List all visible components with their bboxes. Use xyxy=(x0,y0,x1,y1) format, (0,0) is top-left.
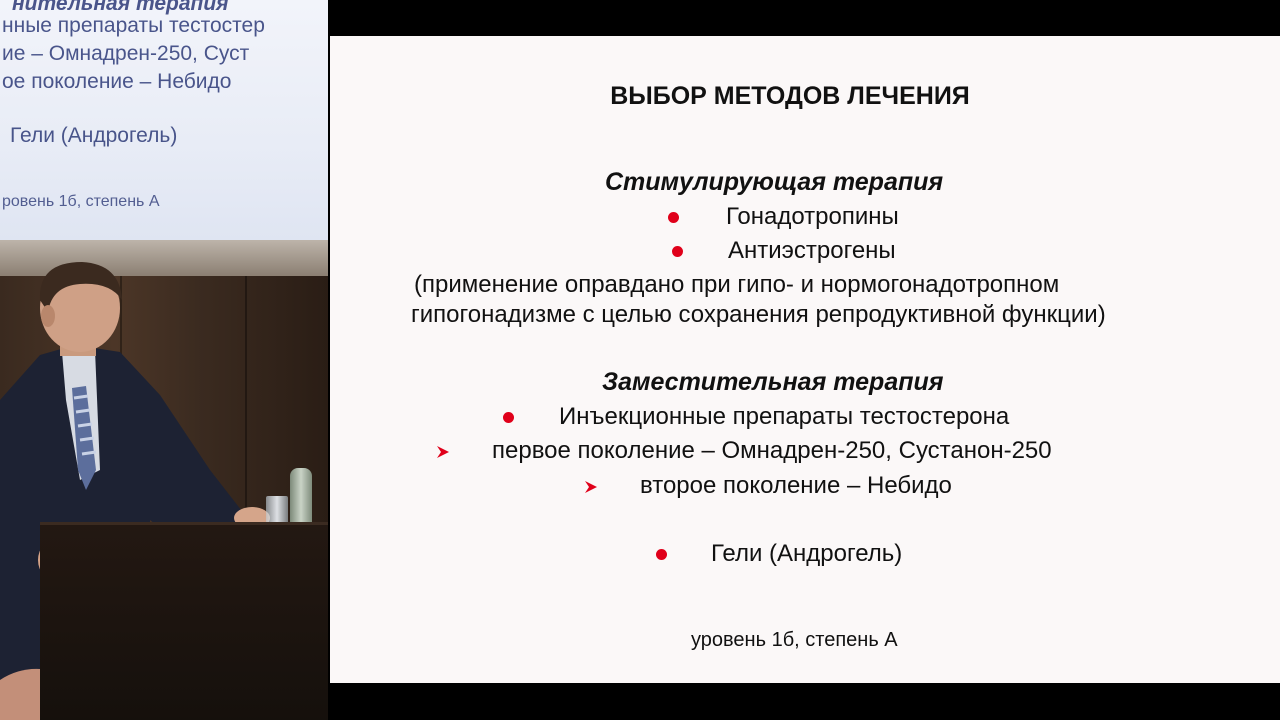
evidence-level: уровень 1б, степень А xyxy=(691,629,898,651)
arrow-bullet-icon xyxy=(584,480,598,494)
slide-title: ВЫБОР МЕТОДОВ ЛЕЧЕНИЯ xyxy=(610,82,970,110)
stimulating-note-line-1: (применение оправдано при гипо- и нормогонадотропном xyxy=(414,271,1060,298)
crop-line-1: нительная терапия xyxy=(12,0,229,15)
crop-line-5: Гели (Андрогель) xyxy=(10,124,178,147)
crop-line-2: нные препараты тестостер xyxy=(2,14,265,37)
crop-line-3: ие – Омнадрен-250, Суст xyxy=(2,42,250,65)
bullet-dot-icon xyxy=(672,246,683,257)
item-gels: Гели (Андрогель) xyxy=(711,540,903,567)
bullet-dot-icon xyxy=(656,549,667,560)
item-gonadotropins: Гонадотропины xyxy=(726,203,899,230)
podium xyxy=(40,522,328,720)
bullet-dot-icon xyxy=(668,212,679,223)
presentation-slide xyxy=(330,36,1280,683)
item-antiestrogens: Антиэстрогены xyxy=(728,237,896,264)
crop-line-4: ое поколение – Небидо xyxy=(2,70,232,93)
stimulating-note-line-2: гипогонадизме с целью сохранения репродуктивной функции) xyxy=(411,301,1106,328)
item-first-generation: первое поколение – Омнадрен-250, Сустанон-250 xyxy=(492,437,1052,464)
stimulating-therapy-heading: Стимулирующая терапия xyxy=(605,168,944,196)
arrow-bullet-icon xyxy=(436,445,450,459)
bullet-dot-icon xyxy=(503,412,514,423)
crop-line-6: ровень 1б, степень А xyxy=(2,193,160,210)
camera-view xyxy=(0,0,328,720)
water-bottle xyxy=(290,468,312,526)
item-injections: Инъекционные препараты тестостерона xyxy=(559,403,1010,430)
item-second-generation: второе поколение – Небидо xyxy=(640,472,952,499)
replacement-therapy-heading: Заместительная терапия xyxy=(602,368,944,396)
